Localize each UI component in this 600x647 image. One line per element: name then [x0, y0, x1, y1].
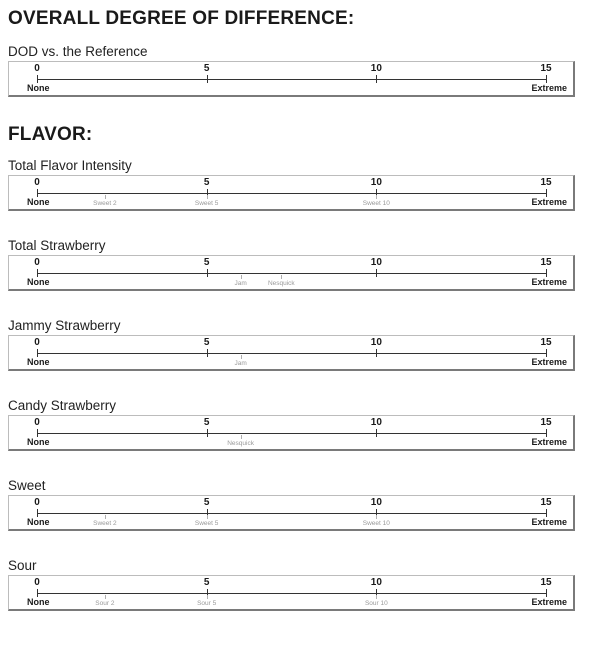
- scale-tick: [376, 429, 377, 437]
- reference-marker: [241, 275, 242, 279]
- scale-tick: [546, 509, 547, 517]
- scale-low-anchor: None: [27, 197, 50, 207]
- scale-line[interactable]: [37, 79, 546, 80]
- reference-marker: [376, 515, 377, 519]
- scale-tick: [546, 429, 547, 437]
- scale-tick-label: 0: [34, 417, 40, 428]
- scale-tick-label: 15: [540, 257, 552, 268]
- reference-label: Nesquick: [267, 280, 295, 287]
- scale-line[interactable]: [37, 193, 546, 194]
- scale-high-anchor: Extreme: [531, 357, 567, 367]
- scale-high-anchor: Extreme: [531, 517, 567, 527]
- scale-tick-label: 0: [34, 63, 40, 74]
- scale-tick-label: 15: [540, 577, 552, 588]
- scale-tick: [546, 349, 547, 357]
- scale-tick: [37, 189, 38, 197]
- scale-tick: [376, 75, 377, 83]
- scale-high-anchor: Extreme: [531, 197, 567, 207]
- scale-tick: [376, 349, 377, 357]
- scale-tick: [546, 189, 547, 197]
- scale-tick-label: 5: [203, 337, 210, 348]
- reference-marker: [241, 435, 242, 439]
- scale-low-anchor: None: [27, 357, 50, 367]
- scale-tick-label: 0: [34, 177, 40, 188]
- scale-tick-label: 15: [540, 497, 552, 508]
- reference-marker: [105, 515, 106, 519]
- scale-low-anchor: None: [27, 437, 50, 447]
- scale-tick-label: 10: [370, 63, 382, 74]
- reference-marker: [241, 355, 242, 359]
- rating-scale[interactable]: [8, 415, 575, 451]
- reference-label: Sweet 10: [362, 520, 390, 527]
- scale-line[interactable]: [37, 353, 546, 354]
- scale-high-anchor: Extreme: [531, 437, 567, 447]
- scale-tick: [546, 75, 547, 83]
- reference-marker: [207, 595, 208, 599]
- scale-tick-label: 5: [203, 177, 210, 188]
- scale-tick-label: 5: [203, 257, 210, 268]
- scale-high-anchor: Extreme: [531, 83, 567, 93]
- scale-tick: [37, 589, 38, 597]
- scale-tick: [37, 429, 38, 437]
- rating-scale[interactable]: [8, 175, 575, 211]
- reference-marker: [376, 595, 377, 599]
- reference-marker: [281, 275, 282, 279]
- scale-tick: [37, 349, 38, 357]
- scale-tick: [37, 509, 38, 517]
- reference-label: Sweet 5: [194, 200, 219, 207]
- scale-line[interactable]: [37, 273, 546, 274]
- scale-tick-label: 10: [370, 497, 382, 508]
- scale-tick-label: 10: [370, 577, 382, 588]
- attribute-label: Candy Strawberry: [8, 398, 117, 413]
- scale-line[interactable]: [37, 593, 546, 594]
- scale-tick-label: 5: [203, 63, 210, 74]
- scale-tick: [546, 269, 547, 277]
- reference-marker: [207, 515, 208, 519]
- reference-label: Sweet 2: [93, 200, 117, 207]
- scale-low-anchor: None: [27, 83, 50, 93]
- scale-low-anchor: None: [27, 517, 50, 527]
- scale-line[interactable]: [37, 433, 546, 434]
- reference-label: Sour 10: [364, 600, 388, 607]
- scale-tick-label: 15: [540, 337, 552, 348]
- reference-label: Jam: [234, 280, 247, 287]
- scale-tick-label: 5: [203, 417, 210, 428]
- scale-line[interactable]: [37, 513, 546, 514]
- scale-tick-label: 10: [370, 257, 382, 268]
- scale-tick-label: 10: [370, 417, 382, 428]
- reference-marker: [207, 195, 208, 199]
- rating-scale[interactable]: [8, 575, 575, 611]
- attribute-label: Sour: [8, 558, 37, 573]
- reference-label: Sweet 5: [194, 520, 219, 527]
- flavor-title: FLAVOR:: [8, 124, 93, 145]
- attribute-label: Total Strawberry: [8, 238, 106, 253]
- reference-label: Jam: [234, 360, 247, 367]
- rating-scale[interactable]: [8, 255, 575, 291]
- scale-tick-label: 0: [34, 497, 40, 508]
- scale-low-anchor: None: [27, 277, 50, 287]
- reference-label: Sour 5: [197, 600, 217, 607]
- scale-high-anchor: Extreme: [531, 277, 567, 287]
- rating-scale[interactable]: [8, 495, 575, 531]
- scale-tick-label: 15: [540, 177, 552, 188]
- reference-marker: [105, 195, 106, 199]
- scale-tick: [207, 75, 208, 83]
- reference-label: Sweet 2: [93, 520, 117, 527]
- scale-tick: [207, 349, 208, 357]
- overall-title: OVERALL DEGREE OF DIFFERENCE:: [8, 8, 355, 29]
- scale-tick: [37, 75, 38, 83]
- scale-tick-label: 0: [34, 257, 40, 268]
- rating-scale[interactable]: [8, 61, 575, 97]
- scale-high-anchor: Extreme: [531, 597, 567, 607]
- attribute-label: DOD vs. the Reference: [8, 44, 148, 59]
- rating-scale[interactable]: [8, 335, 575, 371]
- scale-tick-label: 5: [203, 497, 210, 508]
- scale-tick-label: 5: [203, 577, 210, 588]
- attribute-label: Total Flavor Intensity: [8, 158, 132, 173]
- reference-marker: [105, 595, 106, 599]
- reference-label: Sour 2: [95, 600, 115, 607]
- reference-marker: [376, 195, 377, 199]
- attribute-label: Sweet: [8, 478, 46, 493]
- scale-tick: [207, 269, 208, 277]
- scale-tick: [207, 429, 208, 437]
- scale-tick-label: 10: [370, 177, 382, 188]
- scale-tick-label: 10: [370, 337, 382, 348]
- scale-tick-label: 15: [540, 417, 552, 428]
- scale-tick: [376, 269, 377, 277]
- reference-label: Nesquick: [227, 440, 254, 447]
- reference-label: Sweet 10: [362, 200, 390, 207]
- attribute-label: Jammy Strawberry: [8, 318, 121, 333]
- scale-tick: [546, 589, 547, 597]
- scale-tick: [37, 269, 38, 277]
- scale-tick-label: 0: [34, 337, 40, 348]
- scale-low-anchor: None: [27, 597, 50, 607]
- scale-tick-label: 0: [34, 577, 40, 588]
- scale-tick-label: 15: [540, 63, 552, 74]
